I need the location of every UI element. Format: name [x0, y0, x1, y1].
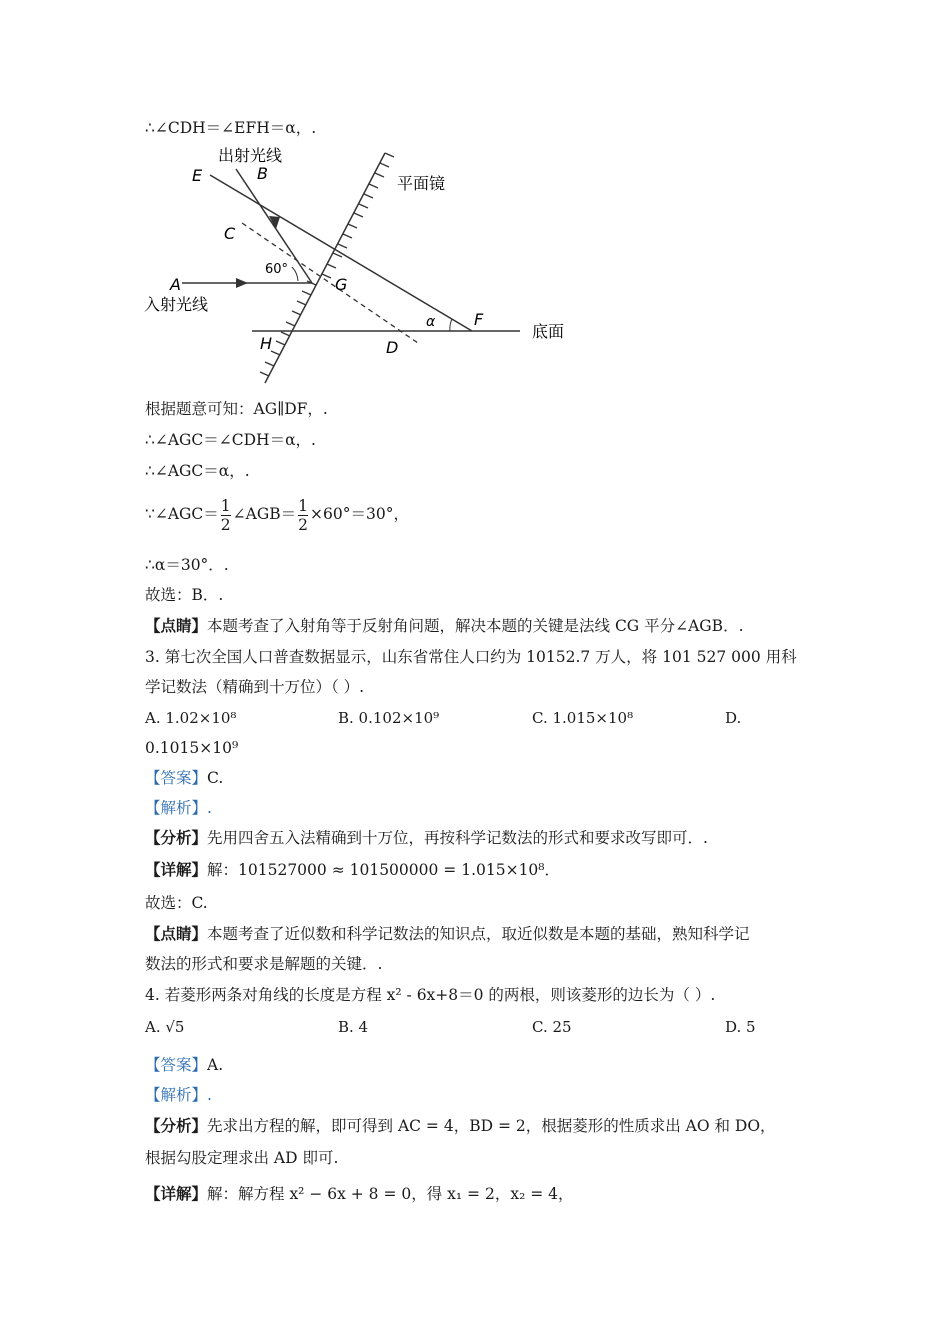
- eq-part: ∵∠AGC＝: [145, 505, 219, 523]
- tag-answer: 【答案】: [145, 1056, 208, 1074]
- tag-fenxi: 【分析】: [145, 828, 208, 847]
- option-a: A. 1.02×10⁸: [145, 709, 237, 727]
- text-line: ∴∠AGC＝α，.: [145, 462, 250, 480]
- label-G: G: [335, 275, 348, 294]
- detail-line: 【详解】解：解方程 x² − 6x + 8 = 0，得 x₁ = 2，x₂ = 4，: [145, 1184, 574, 1203]
- label-out-ray: 出射光线: [218, 146, 283, 165]
- option-b: B. 4: [338, 1018, 369, 1036]
- detail-line: 【详解】解：101527000 ≈ 101500000 = 1.015×10⁸．: [145, 860, 561, 879]
- equation-line: [145, 494, 409, 534]
- option-d: D.: [725, 709, 742, 727]
- answer-line: 【答案】A.: [145, 1056, 224, 1074]
- tag-answer: 【答案】: [145, 769, 208, 787]
- eq-part: ×60°＝30°，: [310, 505, 409, 523]
- label-C: C: [224, 224, 236, 243]
- text-line: ∴α＝30°．.: [145, 556, 229, 574]
- option-c: C. 1.015×10⁸: [532, 709, 634, 727]
- option-a: A. √5: [145, 1018, 185, 1036]
- comment-line-cont: 数法的形式和要求是解题的关键．.: [145, 955, 383, 973]
- label-mirror: 平面镜: [397, 174, 446, 193]
- fraction: $\frac{1}{2}$: [220, 496, 231, 534]
- text-line: 【点睛】本题考查了入射角等于反射角问题，解决本题的关键是法线 CG 平分∠AGB．.: [145, 616, 744, 635]
- label-H: H: [260, 334, 273, 353]
- question-3-stem: 3. 第七次全国人口普查数据显示，山东省常住人口约为 10152.7 万人，将 101 527 000 用科: [145, 648, 797, 666]
- question-3-stem-cont: 学记数法（精确到十万位）（ ）.: [145, 678, 365, 696]
- text-line: 根据题意可知：AG∥DF，.: [145, 400, 328, 418]
- option-d: D. 5: [725, 1018, 756, 1036]
- option-b: B. 0.102×10⁹: [338, 709, 440, 727]
- comment-line: 【点睛】本题考查了近似数和科学记数法的知识点，取近似数是本题的基础，熟知科学记: [145, 924, 750, 943]
- label-F: F: [474, 310, 484, 329]
- label-floor: 底面: [532, 322, 565, 341]
- label-in-ray: 入射光线: [144, 295, 209, 314]
- text-line: 故选：C.: [145, 894, 208, 912]
- tag-xiangjie: 【详解】: [145, 860, 208, 879]
- fraction: $\frac{1}{2}$: [298, 496, 309, 534]
- reflection-diagram: [140, 145, 580, 390]
- answer-line: 【答案】C.: [145, 769, 224, 787]
- label-A: A: [170, 275, 181, 294]
- label-B: B: [257, 164, 268, 183]
- analysis-tag: 【解析】.: [145, 799, 212, 817]
- angle-60-arc: [292, 267, 298, 281]
- label-alpha: α: [426, 314, 436, 330]
- label-E: E: [192, 166, 203, 185]
- alpha-arc: [450, 319, 452, 331]
- line-EF: [210, 175, 472, 331]
- option-d-value: 0.1015×10⁹: [145, 739, 239, 757]
- analysis-line: 【分析】先用四舍五入法精确到十万位，再按科学记数法的形式和要求改写即可．.: [145, 828, 708, 847]
- tag-dianjing: 【点睛】: [145, 616, 208, 635]
- label-60deg: 60°: [265, 262, 289, 277]
- eq-part: ∠AGB＝: [232, 505, 297, 523]
- option-c: C. 25: [532, 1018, 572, 1036]
- tag-xiangjie: 【详解】: [145, 1184, 208, 1203]
- text-line: ∴∠CDH＝∠EFH＝α，.: [145, 119, 317, 137]
- incident-arrow: [236, 278, 248, 288]
- question-4-stem: 4. 若菱形两条对角线的长度是方程 x² - 6x+8＝0 的两根，则该菱形的边长为（ ）.: [145, 986, 716, 1004]
- text-line: 故选：B．.: [145, 586, 224, 604]
- analysis-line: 【分析】先求出方程的解，即可得到 AC = 4，BD = 2，根据菱形的性质求出 AO 和 DO，: [145, 1116, 776, 1135]
- tag-fenxi: 【分析】: [145, 1116, 208, 1135]
- label-D: D: [386, 338, 399, 357]
- tag-dianjing: 【点睛】: [145, 924, 208, 943]
- analysis-tag: 【解析】.: [145, 1086, 212, 1104]
- text-line: ∴∠AGC＝∠CDH＝α，.: [145, 431, 316, 449]
- analysis-line-cont: 根据勾股定理求出 AD 即可.: [145, 1149, 339, 1167]
